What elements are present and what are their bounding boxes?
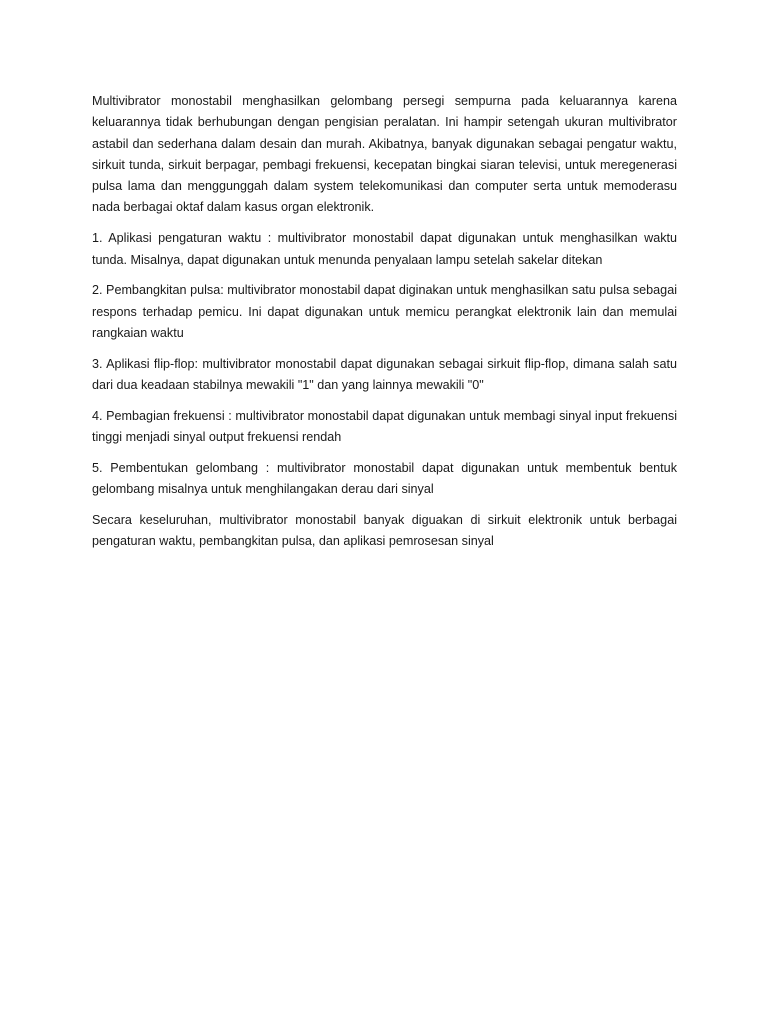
paragraph-item-5: 5. Pembentukan gelombang : multivibrator monostabil dapat digunakan untuk membentuk bentuk gelombang misalnya untuk menghilangakan derau dari sinyal	[92, 460, 677, 497]
paragraph-intro: Multivibrator monostabil menghasilkan gelombang persegi sempurna pada keluarannya karena keluarannya tidak berhubungan dengan pengisian peralatan. Ini hampir setengah ukuran multivibrator astabil dan sederhana dalam desain dan murah. Akibatnya, banyak digunakan sebagai pengatur waktu, sirkuit tunda, sirkuit berpagar, pembagi frekuensi, kecepatan bingkai siaran televisi, untuk meregenerasi pulsa lama dan menggunggah dalam system telekomunikasi dan computer serta untuk memoderasu nada berbagai oktaf dalam kasus organ elektronik.	[92, 94, 677, 215]
paragraph-conclusion: Secara keseluruhan, multivibrator monostabil banyak diguakan di sirkuit elektronik untuk berbagai pengaturan waktu, pembangkitan pulsa, dan aplikasi pemrosesan sinyal	[92, 513, 677, 549]
document-page	[92, 91, 677, 562]
paragraph-item-1: 1. Aplikasi pengaturan waktu : multivibrator monostabil dapat digunakan untuk menghasilkan waktu tunda. Misalnya, dapat digunakan untuk menunda penyalaan lampu setelah sakelar ditekan	[92, 231, 677, 267]
paragraph-item-2: 2. Pembangkitan pulsa: multivibrator monostabil dapat diginakan untuk menghasilkan satu pulsa sebagai respons terhadap pemicu. Ini dapat digunakan untuk memicu perangkat elektronik lain dan memulai rangkaian waktu	[92, 283, 677, 340]
paragraph-item-3: 3. Aplikasi flip-flop: multivibrator monostabil dapat digunakan sebagai sirkuit flip-flop, dimana salah satu dari dua keadaan stabilnya mewakili "1" dan yang lainnya mewakili "0"	[92, 356, 677, 393]
paragraph-item-4: 4. Pembagian frekuensi : multivibrator monostabil dapat digunakan untuk membagi sinyal input frekuensi tinggi menjadi sinyal output frekuensi rendah	[92, 408, 677, 445]
